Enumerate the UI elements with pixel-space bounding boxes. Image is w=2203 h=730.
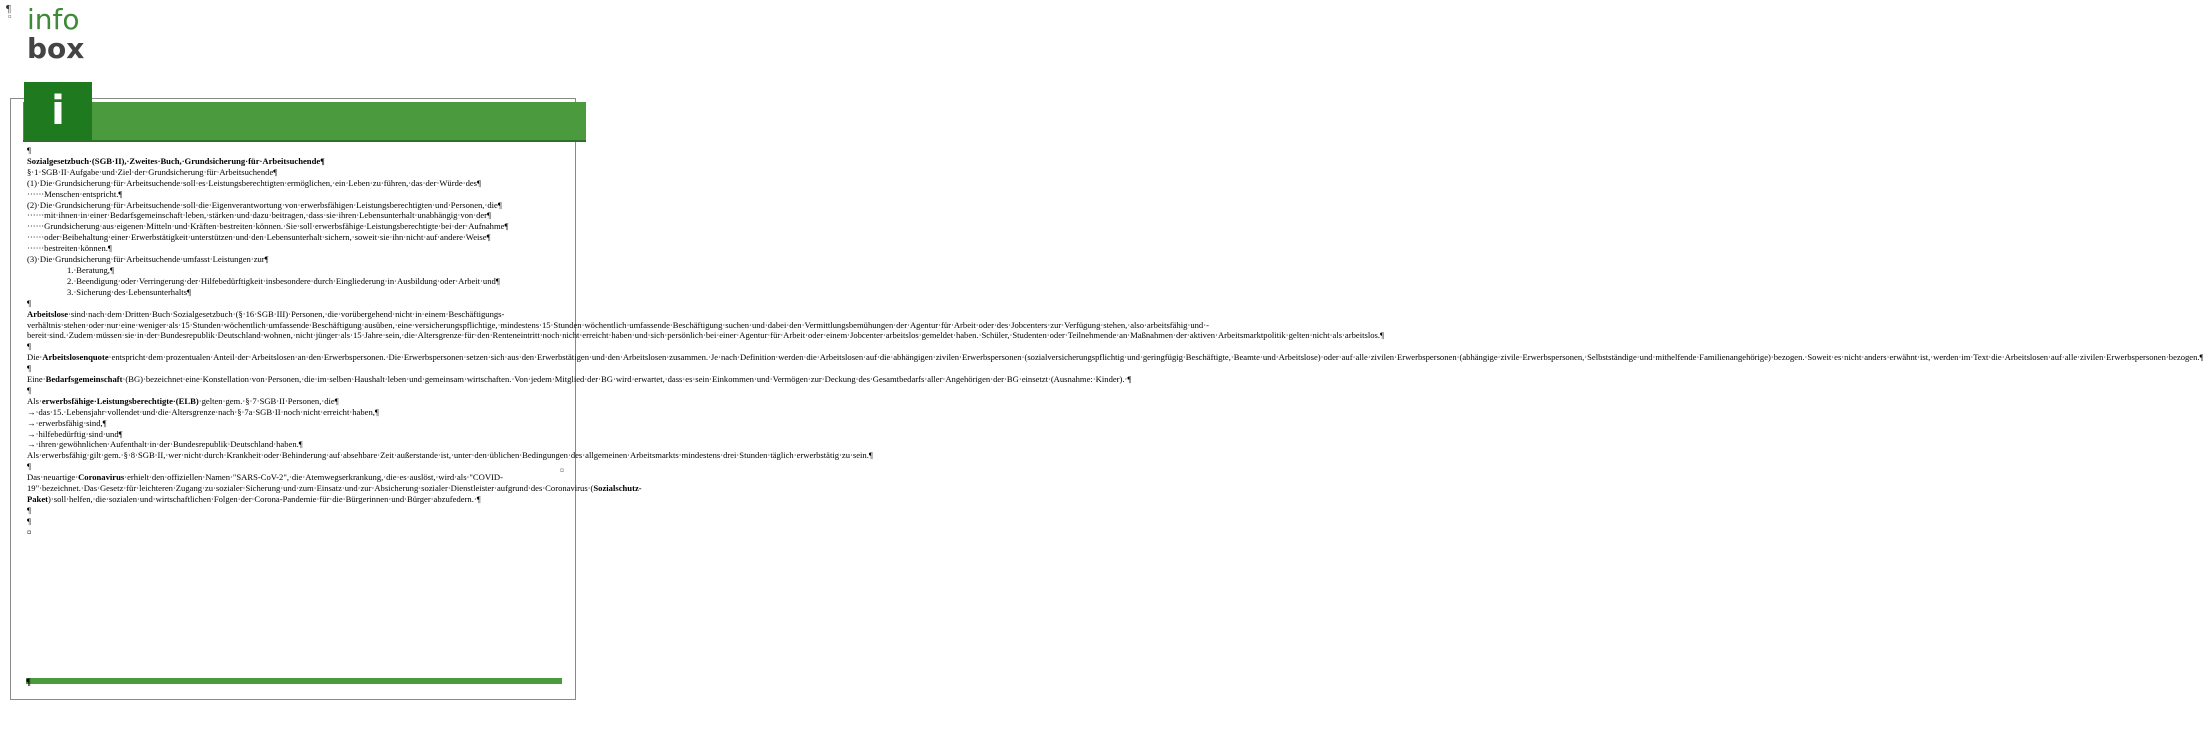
definition-text: )·soll·helfen,·die·sozialen·und·wirtschaftlichen·Folgen·der·Corona-Pandemie·für·die·Bürgerinnen·und·Bürger·abzufedern.·¶	[48, 494, 481, 504]
infobox-content[interactable]	[27, 145, 2203, 538]
definition-bedarfsgemeinschaft	[27, 374, 1132, 385]
empty-paragraph: ¶	[27, 504, 31, 515]
logo-info-text: info	[27, 3, 80, 36]
definition-coronavirus	[27, 472, 642, 505]
empty-paragraph: ¶	[27, 461, 31, 472]
empty-paragraph: ¶	[27, 297, 31, 308]
paragraph-mark: ¶	[26, 677, 31, 687]
definition-erwerbsfaehig: Als·erwerbsfähig·gilt·gem.·§·8·SGB·II,·wer·nicht·durch·Krankheit·oder·Behinderung·auf·absehbare·Zeit·außerstande·ist,·unter·den·üblichen·Bedingungen·des·allgemeinen·Arbeitsmarkts·mindestens·drei·Stunden·täglich·erwerbstätig·zu·sein.¶	[27, 450, 873, 461]
definition-prefix: Als·	[27, 395, 42, 406]
infobox-footer-bar	[26, 678, 562, 684]
term: Bedarfsgemeinschaft	[45, 374, 123, 385]
law-paragraph: §·1·SGB·II·Aufgabe·und·Ziel·der·Grundsicherung·für·Arbeitsuchende¶	[27, 166, 278, 177]
definition-prefix: Das·neuartige·	[27, 472, 79, 483]
heading-text: Sozialgesetzbuch·(SGB·II),·Zweites·Buch,·Grundsicherung·für·Arbeitsuchende¶	[27, 155, 325, 166]
empty-paragraph: ¶	[27, 384, 31, 395]
infobox-logo	[27, 3, 85, 65]
term: Coronavirus	[78, 472, 125, 483]
law-paragraph: (2)·Die·Grundsicherung·für·Arbeitsuchende·soll·die·Eigenverantwortung·von·erwerbsfähigen·Leistungsberechtigten·und·Personen,·die¶	[27, 199, 502, 210]
bullet-item: →·das·15.·Lebensjahr·vollendet·und·die·Altersgrenze·nach·§·7a·SGB·II·noch·nicht·erreicht·haben,¶	[27, 406, 379, 417]
term: Arbeitslose	[27, 308, 69, 319]
bullet-item: →·hilfebedürftig·sind·und¶	[27, 428, 123, 439]
law-paragraph: ······oder·Beibehaltung·einer·Erwerbstätigkeit·unterstützen·und·den·Lebensunterhalt·sichern,·soweit·sie·ihn·nicht·auf·andere·Weise¶	[27, 232, 491, 243]
definition-text: ·sind·nach·dem·Dritten·Buch·Sozialgesetzbuch·(§·16·SGB·III)·Personen,·die·vorübergehend·nicht·in·einem·Beschäftigungs-verhältnis·stehen·oder·nur·eine·weniger·als·15·Stunden·wöchentlich·umfassende·Beschäftigung·ausüben,·eine·versicherungspflichtige,·mindestens·15·Stunden·wöchentlich·umfassende·Beschäftigung·suchen·und·dabei·den·Vermittlungsbemühungen·der·Agentur·für·Arbeit·oder·des·Jobcenters·zur·Verfügung·stehen,·also·arbeitsfähig·und·-bereit·sind.·Zudem·müssen·sie·in·der·Bundesrepublik·Deutschland·wohnen,·nicht·jünger·als·15·Jahre·sein,·die·Altersgrenze·für·den·Renteneintritt·noch·nicht·erreicht·haben·und·sich·persönlich·bei·einer·Agentur·für·Arbeit·oder·einem·Jobcenter·arbeitslos·gemeldet·haben.·Schüler,·Studenten·oder·Teilnehmende·an·Maßnahmen·der·aktiven·Arbeitsmarktpolitik·gelten·nicht·als·arbeitslos.¶	[27, 308, 1384, 341]
definition-arbeitslosenquote	[27, 352, 2203, 363]
paragraph-mark: ¶	[6, 3, 11, 15]
row-end-mark: ¤	[560, 466, 564, 475]
bullet-item: →·erwerbsfähig·sind,¶	[27, 417, 107, 428]
term: erwerbsfähige·Leistungsberechtigte·(ELB)	[41, 395, 199, 406]
definition-text: ·entspricht·dem·prozentualen·Anteil·der·Arbeitslosen·an·den·Erwerbspersonen.·Die·Erwerbspersonen·setzen·sich·aus·den·Erwerbstätigen·und·den·Arbeitslosen·zusammen.·Je·nach·Definition·werden·die·Arbeitslosen·auf·die·abhängigen·zivilen·Erwerbspersonen·(sozialversicherungspflichtig·und·geringfügig·Beschäftigte,·Beamte·und·Arbeitslose)·oder·auf·alle·zivilen·Erwerbspersonen·(abhängige·zivile·Erwerbspersonen,·Selbstständige·und·mithelfende·Familienangehörige)·bezogen.·Soweit·es·nicht·anders·erwähnt·ist,·werden·im·Text·die·Arbeitslosen·auf·alle·zivilen·Erwerbspersonen·bezogen.¶	[108, 352, 2203, 363]
cell-end-mark: ¤	[8, 13, 12, 21]
law-paragraph: (3)·Die·Grundsicherung·für·Arbeitsuchende·umfasst·Leistungen·zur¶	[27, 254, 269, 265]
definition-arbeitslose	[27, 308, 1384, 342]
law-paragraph: ······Grundsicherung·aus·eigenen·Mitteln·und·Kräften·bestreiten·können.·Sie·soll·erwerbsfähige·Leistungsberechtigte·bei·der·Aufnahme¶	[27, 221, 509, 232]
law-paragraph: ······mit·ihnen·in·einer·Bedarfsgemeinschaft·leben,·stärken·und·dazu·beitragen,·dass·sie·ihren·Lebensunterhalt·unabhängig·von·der¶	[27, 210, 491, 221]
empty-paragraph: ¶	[27, 515, 31, 526]
bullet-item: →·ihren·gewöhnlichen·Aufenthalt·in·der·Bundesrepublik·Deutschland·haben.¶	[27, 439, 303, 450]
law-paragraph: (1)·Die·Grundsicherung·für·Arbeitsuchende·soll·es·Leistungsberechtigten·ermöglichen,·ein·Leben·zu·führen,·das·der·Würde·des¶	[27, 177, 481, 188]
definition-text: ·(BG)·bezeichnet·eine·Konstellation·von·Personen,·die·im·selben·Haushalt·leben·und·gemeinsam·wirtschaften.·Von·jedem·Mitglied·der·BG·wird·erwartet,·dass·es·sein·Einkommen·und·Vermögen·zur·Deckung·des·Gesamtbedarfs·aller·Angehörigen·der·BG·einsetzt·(Ausnahme:·Kinder).·¶	[122, 374, 1132, 385]
definition-text: ·erhielt·den·offiziellen·Namen·"SARS-CoV-2",·die·Atemwegserkrankung,·die·es·auslöst,·wird·als·"COVID-19"·bezeichnet.·Das·Gesetz·für·leichteren·Zugang·zu·sozialer·Sicherung·und·zum·Einsatz·und·zur·Absicherung·sozialer·Dienstleister·aufgrund·des·Coronavirus·(	[27, 472, 594, 494]
definition-prefix: Die·	[27, 352, 43, 363]
definition-prefix: Eine·	[27, 374, 46, 385]
cell-end-mark: ¤	[27, 526, 32, 537]
term: Arbeitslosenquote	[42, 352, 109, 363]
empty-paragraph: ¶	[27, 145, 31, 155]
list-item: 1.·Beratung,¶	[67, 264, 114, 275]
empty-paragraph: ¶	[27, 341, 31, 352]
definition-text: ·gelten·gem.·§·7·SGB·II·Personen,·die¶	[198, 395, 339, 406]
list-item: 2.·Beendigung·oder·Verringerung·der·Hilfebedürftigkeit·insbesondere·durch·Eingliederung·in·Ausbildung·oder·Arbeit·und¶	[67, 275, 500, 286]
list-item: 3.·Sicherung·des·Lebensunterhalts¶	[67, 286, 191, 297]
infobox-banner	[23, 102, 586, 142]
section-heading	[27, 156, 559, 167]
law-paragraph: ······bestreiten·können.¶	[27, 243, 112, 254]
empty-paragraph: ¶	[27, 363, 31, 374]
logo-box-text: box	[27, 32, 85, 65]
info-icon	[24, 82, 92, 140]
term: Sozialschutz-Paket	[27, 483, 642, 504]
law-paragraph: ······Menschen·entspricht.¶	[27, 188, 123, 199]
info-icon-letter: i	[51, 88, 65, 134]
definition-elb	[27, 396, 559, 407]
